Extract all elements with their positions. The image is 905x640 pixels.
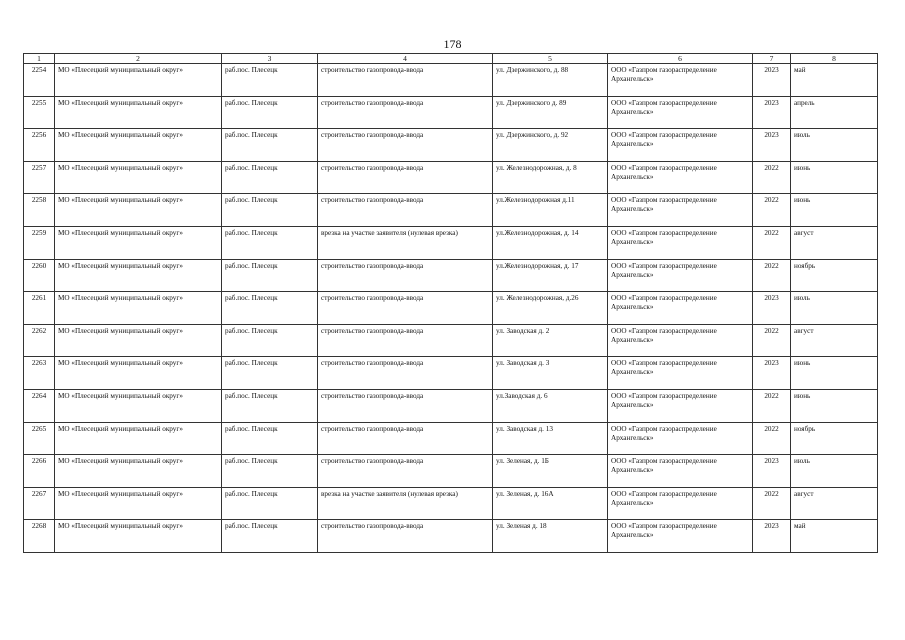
cell-month: август [791,226,878,259]
table-row [24,129,878,162]
table-row [24,520,878,553]
cell-year: 2022 [753,324,791,357]
cell-month: август [791,487,878,520]
column-header: 4 [318,54,493,64]
cell-work-type: врезка на участке заявителя (нулевая врезка) [318,226,493,259]
column-header: 7 [753,54,791,64]
cell-municipality: МО «Плесецкий муниципальный округ» [55,129,222,162]
column-number-row [24,54,878,64]
cell-year: 2023 [753,357,791,390]
cell-year: 2023 [753,520,791,553]
cell-municipality: МО «Плесецкий муниципальный округ» [55,389,222,422]
cell-row-number: 2256 [24,129,55,162]
cell-year: 2023 [753,129,791,162]
cell-contractor: ООО «Газпром газораспределение Архангельск» [608,226,753,259]
cell-settlement: раб.пос. Плесецк [222,487,318,520]
cell-municipality: МО «Плесецкий муниципальный округ» [55,96,222,129]
cell-settlement: раб.пос. Плесецк [222,194,318,227]
column-header: 8 [791,54,878,64]
cell-settlement: раб.пос. Плесецк [222,324,318,357]
cell-work-type: строительство газопровода-ввода [318,422,493,455]
cell-row-number: 2263 [24,357,55,390]
cell-row-number: 2255 [24,96,55,129]
table-row [24,161,878,194]
cell-municipality: МО «Плесецкий муниципальный округ» [55,455,222,488]
cell-address: ул. Дзержинского д. 89 [493,96,608,129]
cell-row-number: 2259 [24,226,55,259]
table-body [24,64,878,553]
cell-address: ул. Заводская д. 13 [493,422,608,455]
cell-settlement: раб.пос. Плесецк [222,64,318,97]
cell-row-number: 2258 [24,194,55,227]
table-row [24,389,878,422]
table-row [24,64,878,97]
cell-address: ул. Зеленая д. 18 [493,520,608,553]
table-row [24,226,878,259]
cell-row-number: 2260 [24,259,55,292]
cell-municipality: МО «Плесецкий муниципальный округ» [55,226,222,259]
cell-row-number: 2268 [24,520,55,553]
cell-year: 2022 [753,259,791,292]
cell-contractor: ООО «Газпром газораспределение Архангельск» [608,64,753,97]
cell-contractor: ООО «Газпром газораспределение Архангельск» [608,389,753,422]
cell-municipality: МО «Плесецкий муниципальный округ» [55,64,222,97]
cell-row-number: 2254 [24,64,55,97]
cell-work-type: строительство газопровода-ввода [318,520,493,553]
cell-settlement: раб.пос. Плесецк [222,226,318,259]
cell-contractor: ООО «Газпром газораспределение Архангельск» [608,324,753,357]
cell-year: 2022 [753,194,791,227]
cell-year: 2023 [753,96,791,129]
cell-address: ул. Дзержинского, д. 92 [493,129,608,162]
cell-address: ул. Железнодорожная, д.26 [493,292,608,325]
table-row [24,422,878,455]
cell-work-type: строительство газопровода-ввода [318,259,493,292]
cell-row-number: 2257 [24,161,55,194]
table-row [24,357,878,390]
cell-settlement: раб.пос. Плесецк [222,161,318,194]
cell-work-type: строительство газопровода-ввода [318,96,493,129]
cell-municipality: МО «Плесецкий муниципальный округ» [55,487,222,520]
cell-contractor: ООО «Газпром газораспределение Архангельск» [608,422,753,455]
cell-month: июль [791,129,878,162]
cell-row-number: 2262 [24,324,55,357]
cell-address: ул.Железнодорожная, д. 17 [493,259,608,292]
table-row [24,455,878,488]
cell-address: ул. Заводская д. 2 [493,324,608,357]
cell-work-type: строительство газопровода-ввода [318,292,493,325]
cell-municipality: МО «Плесецкий муниципальный округ» [55,161,222,194]
cell-settlement: раб.пос. Плесецк [222,357,318,390]
table-row [24,194,878,227]
gas-pipeline-registry-table [23,53,878,553]
column-header: 6 [608,54,753,64]
cell-settlement: раб.пос. Плесецк [222,389,318,422]
cell-month: август [791,324,878,357]
column-header: 5 [493,54,608,64]
cell-municipality: МО «Плесецкий муниципальный округ» [55,357,222,390]
cell-contractor: ООО «Газпром газораспределение Архангельск» [608,520,753,553]
cell-row-number: 2266 [24,455,55,488]
cell-settlement: раб.пос. Плесецк [222,96,318,129]
cell-address: ул.Заводская д. 6 [493,389,608,422]
cell-work-type: строительство газопровода-ввода [318,161,493,194]
cell-address: ул.Железнодорожная, д. 14 [493,226,608,259]
cell-contractor: ООО «Газпром газораспределение Архангельск» [608,487,753,520]
table-row [24,324,878,357]
cell-contractor: ООО «Газпром газораспределение Архангельск» [608,194,753,227]
cell-work-type: строительство газопровода-ввода [318,64,493,97]
cell-settlement: раб.пос. Плесецк [222,422,318,455]
cell-work-type: строительство газопровода-ввода [318,129,493,162]
cell-work-type: строительство газопровода-ввода [318,324,493,357]
page-number: 178 [443,37,462,51]
cell-year: 2023 [753,64,791,97]
table-row [24,259,878,292]
cell-settlement: раб.пос. Плесецк [222,129,318,162]
cell-work-type: врезка на участке заявителя (нулевая врезка) [318,487,493,520]
table-row [24,292,878,325]
cell-municipality: МО «Плесецкий муниципальный округ» [55,422,222,455]
cell-year: 2022 [753,389,791,422]
cell-contractor: ООО «Газпром газораспределение Архангельск» [608,129,753,162]
cell-contractor: ООО «Газпром газораспределение Архангельск» [608,96,753,129]
cell-month: ноябрь [791,422,878,455]
cell-address: ул. Дзержинского, д. 88 [493,64,608,97]
cell-month: июнь [791,357,878,390]
cell-address: ул. Железнодорожная, д. 8 [493,161,608,194]
cell-address: ул. Заводская д. 3 [493,357,608,390]
cell-settlement: раб.пос. Плесецк [222,520,318,553]
cell-work-type: строительство газопровода-ввода [318,389,493,422]
cell-month: июнь [791,194,878,227]
cell-year: 2023 [753,292,791,325]
cell-year: 2022 [753,422,791,455]
cell-settlement: раб.пос. Плесецк [222,455,318,488]
cell-contractor: ООО «Газпром газораспределение Архангельск» [608,455,753,488]
cell-year: 2022 [753,161,791,194]
cell-municipality: МО «Плесецкий муниципальный округ» [55,324,222,357]
cell-month: май [791,520,878,553]
cell-contractor: ООО «Газпром газораспределение Архангельск» [608,259,753,292]
cell-address: ул. Зеленая, д. 1Б [493,455,608,488]
cell-municipality: МО «Плесецкий муниципальный округ» [55,292,222,325]
column-header: 2 [55,54,222,64]
cell-municipality: МО «Плесецкий муниципальный округ» [55,259,222,292]
cell-month: ноябрь [791,259,878,292]
cell-year: 2023 [753,455,791,488]
cell-month: июль [791,292,878,325]
cell-contractor: ООО «Газпром газораспределение Архангельск» [608,161,753,194]
cell-year: 2022 [753,226,791,259]
cell-month: июнь [791,161,878,194]
cell-settlement: раб.пос. Плесецк [222,292,318,325]
cell-municipality: МО «Плесецкий муниципальный округ» [55,520,222,553]
cell-month: июнь [791,389,878,422]
cell-row-number: 2264 [24,389,55,422]
cell-row-number: 2267 [24,487,55,520]
cell-address: ул. Зеленая, д. 16А [493,487,608,520]
table-row [24,487,878,520]
cell-settlement: раб.пос. Плесецк [222,259,318,292]
column-header: 1 [24,54,55,64]
cell-month: июль [791,455,878,488]
cell-contractor: ООО «Газпром газораспределение Архангельск» [608,357,753,390]
cell-municipality: МО «Плесецкий муниципальный округ» [55,194,222,227]
cell-row-number: 2261 [24,292,55,325]
cell-address: ул.Железнодорожная д.11 [493,194,608,227]
cell-work-type: строительство газопровода-ввода [318,194,493,227]
cell-work-type: строительство газопровода-ввода [318,455,493,488]
cell-month: апрель [791,96,878,129]
cell-row-number: 2265 [24,422,55,455]
cell-month: май [791,64,878,97]
column-header: 3 [222,54,318,64]
cell-contractor: ООО «Газпром газораспределение Архангельск» [608,292,753,325]
cell-year: 2022 [753,487,791,520]
cell-work-type: строительство газопровода-ввода [318,357,493,390]
table-row [24,96,878,129]
